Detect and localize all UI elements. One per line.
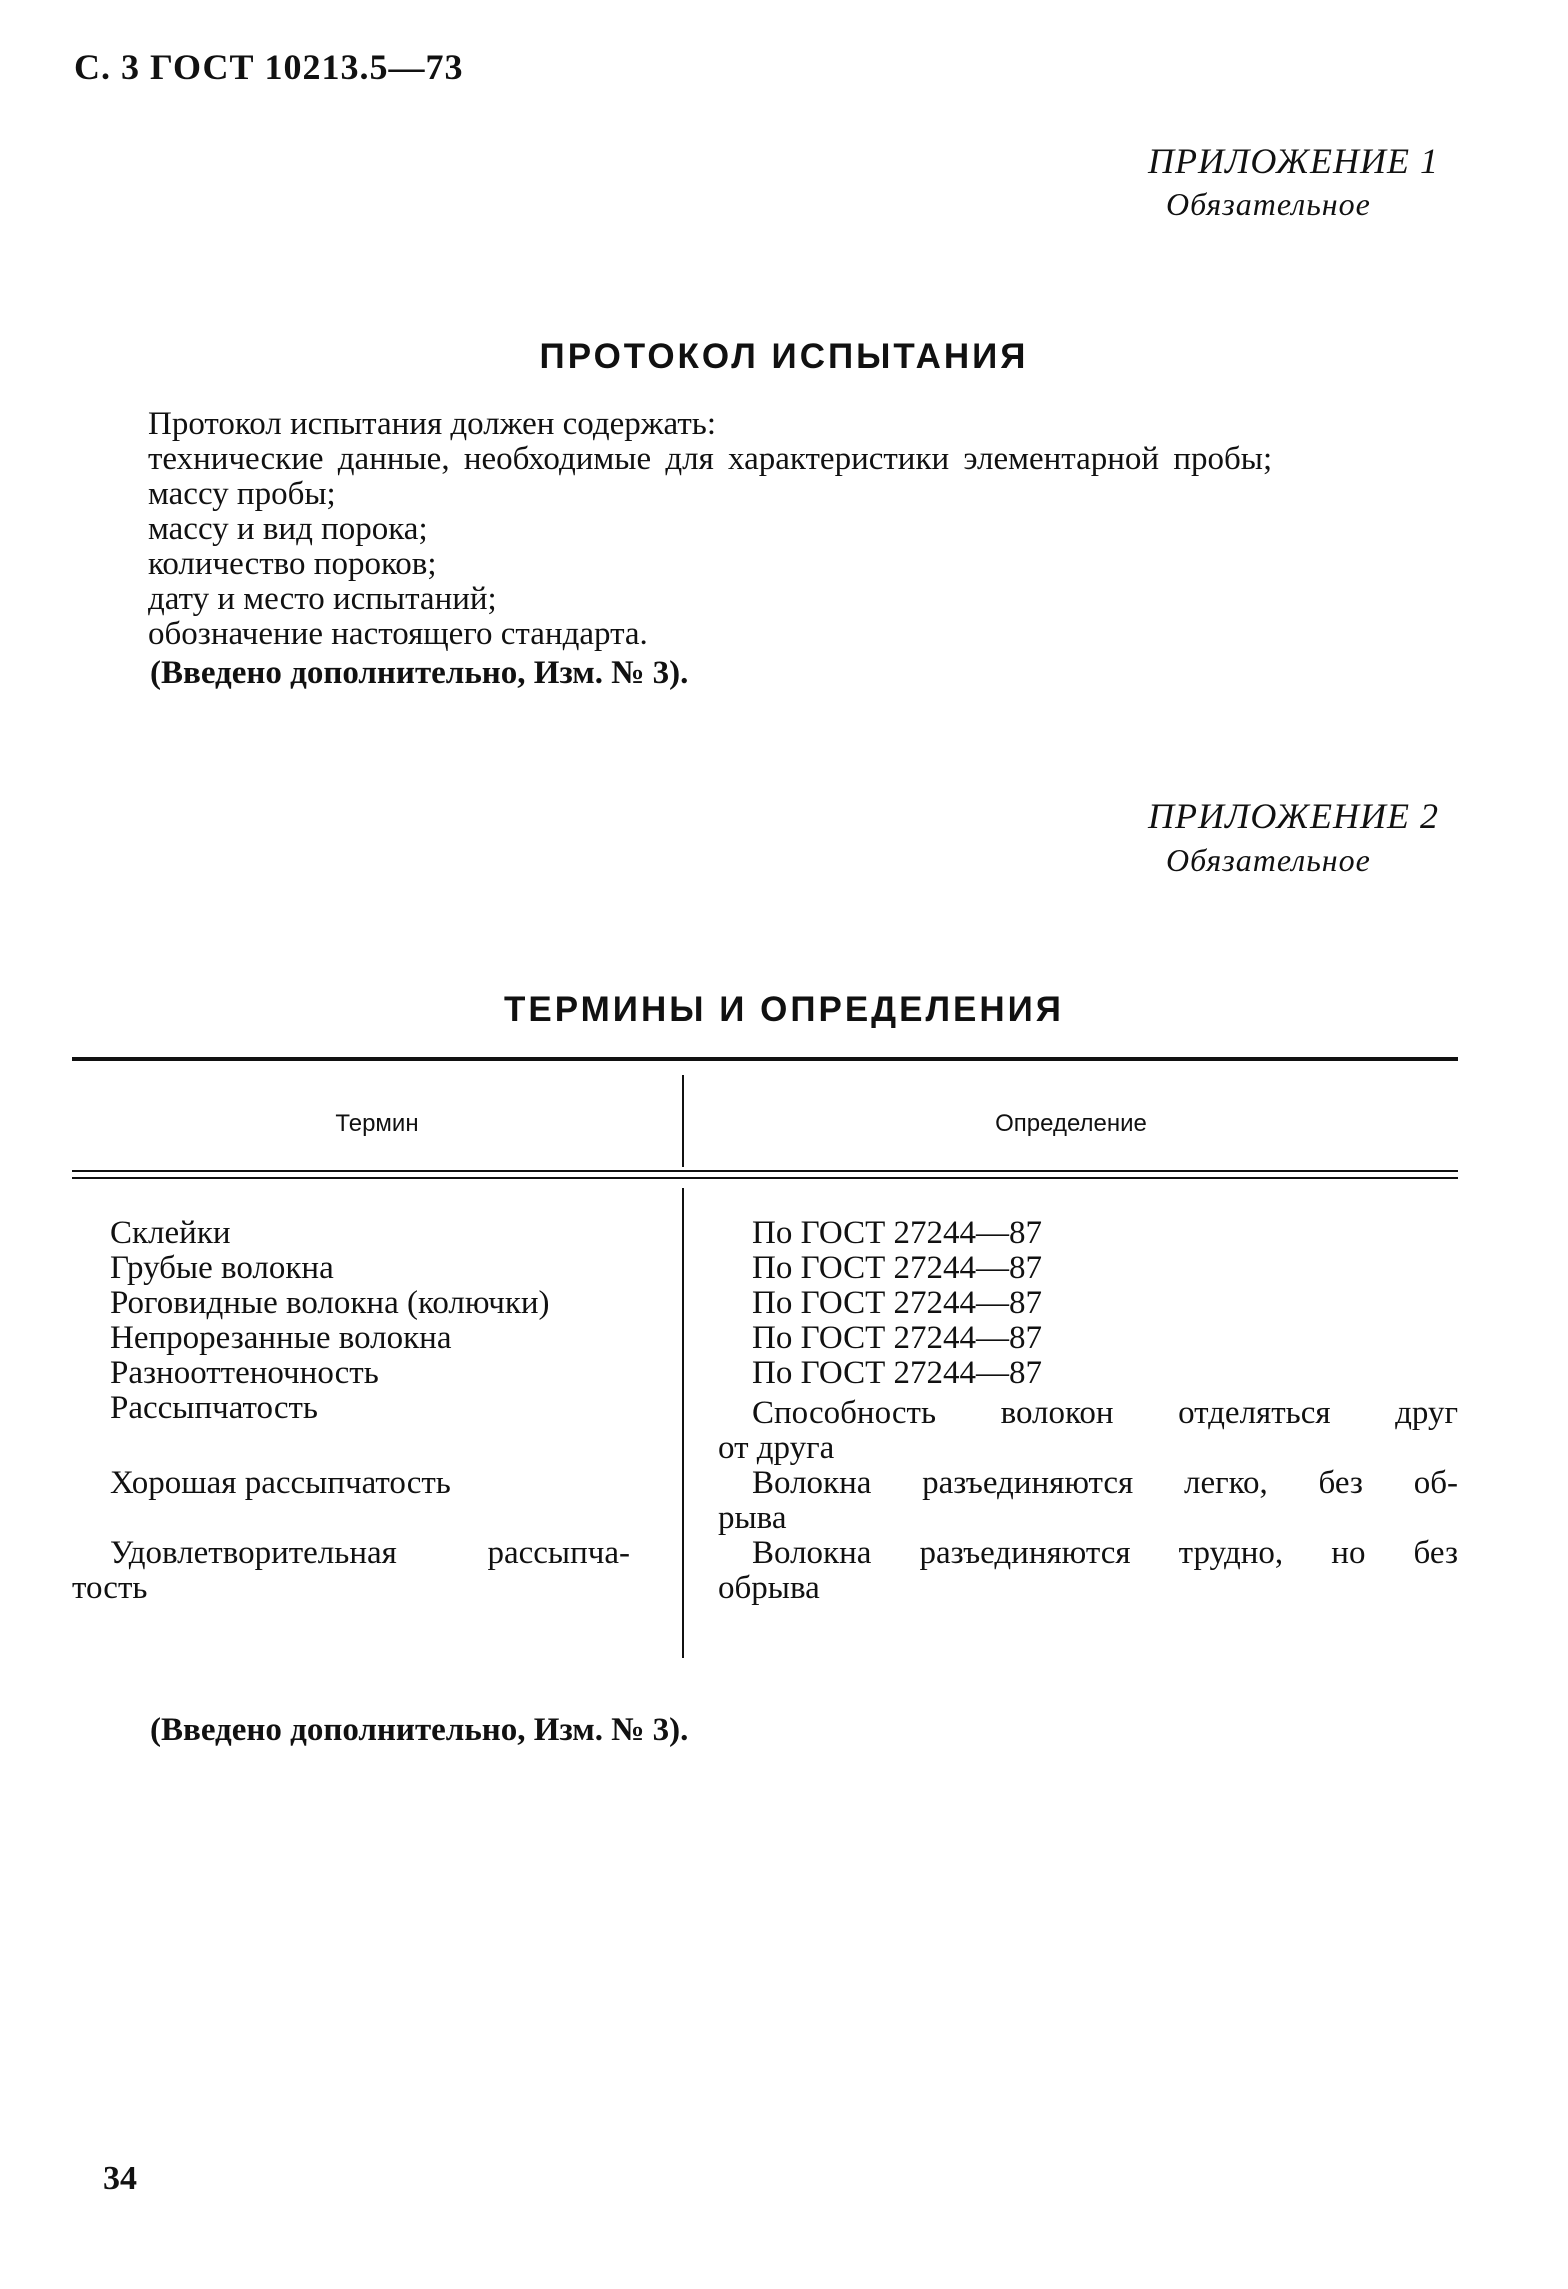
appendix-2-title: ТЕРМИНЫ И ОПРЕДЕЛЕНИЯ (504, 990, 1064, 1029)
appendix-2-note: (Введено дополнительно, Изм. № 3). (150, 1712, 689, 1748)
table-row-definition: По ГОСТ 27244—87 (752, 1355, 1042, 1391)
table-row-definition: Способность волокон отделяться друг (752, 1395, 1458, 1431)
table-row-definition: рыва (718, 1500, 787, 1536)
appendix-1-body (148, 407, 1272, 652)
table-row-definition: Волокна разъединяются трудно, но без (752, 1535, 1458, 1571)
table-row-term: Склейки (110, 1215, 231, 1251)
table-row-term: Грубые волокна (110, 1250, 334, 1286)
table-top-rule (72, 1057, 1458, 1061)
appendix-1-note: (Введено дополнительно, Изм. № 3). (150, 655, 689, 691)
column-header-term: Термин (335, 1110, 419, 1137)
table-row-definition: По ГОСТ 27244—87 (752, 1285, 1042, 1321)
body-line: массу пробы; (148, 476, 336, 512)
table-row-term: Удовлетворительная рассыпча- (110, 1535, 630, 1571)
table-row-term: Разнооттеночность (110, 1355, 379, 1391)
table-row-term: Роговидные волокна (колючки) (110, 1285, 550, 1321)
table-row-definition: По ГОСТ 27244—87 (752, 1250, 1042, 1286)
body-line: массу и вид порока; (148, 511, 428, 547)
appendix-2-status: Обязательное (1166, 842, 1371, 878)
table-row-definition: обрыва (718, 1570, 820, 1606)
table-header-rule-1 (72, 1170, 1458, 1172)
appendix-1-label: ПРИЛОЖЕНИЕ 1 (1148, 141, 1439, 181)
table-body-divider (682, 1188, 684, 1658)
appendix-2-label: ПРИЛОЖЕНИЕ 2 (1148, 796, 1439, 836)
body-line: обозначение настоящего стандарта. (148, 616, 648, 652)
table-row-definition: Волокна разъединяются легко, без об- (752, 1465, 1458, 1501)
table-row-definition: По ГОСТ 27244—87 (752, 1215, 1042, 1251)
table-row-term: Хорошая рассыпчатость (110, 1465, 451, 1501)
body-line: Протокол испытания должен содержать: (148, 406, 716, 442)
table-row-definition: По ГОСТ 27244—87 (752, 1320, 1042, 1356)
page-number: 34 (103, 2160, 137, 2197)
table-row-term: Рассыпчатость (110, 1390, 318, 1426)
body-line: количество пороков; (148, 546, 437, 582)
table-row-definition: от друга (718, 1430, 835, 1466)
running-header: С. 3 ГОСТ 10213.5—73 (74, 47, 464, 87)
appendix-1-title: ПРОТОКОЛ ИСПЫТАНИЯ (539, 337, 1029, 376)
body-line: дату и место испытаний; (148, 581, 497, 617)
table-header-rule-2 (72, 1177, 1458, 1179)
table-row-term: тость (72, 1570, 148, 1606)
table-row-term: Непрорезанные волокна (110, 1320, 452, 1356)
column-header-definition: Определение (995, 1110, 1147, 1137)
body-line: технические данные, необходимые для характеристики элементарной пробы; (148, 441, 1273, 477)
appendix-1-status: Обязательное (1166, 186, 1371, 222)
